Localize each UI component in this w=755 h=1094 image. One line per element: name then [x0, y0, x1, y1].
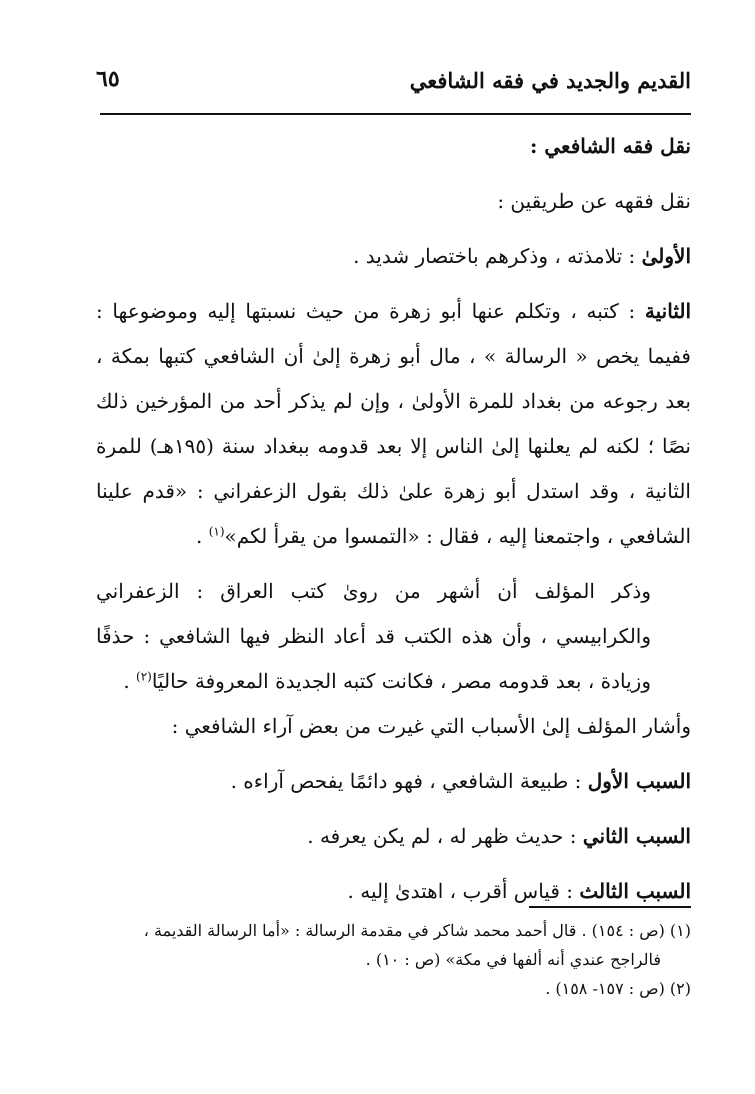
footnote-ref-1: (١)	[208, 524, 225, 539]
first-way	[96, 234, 691, 279]
second-way-text: : كتبه ، وتكلم عنها أبو زهرة من حيث نسبتها إليه وموضوعها : ففيما يخص « الرسالة » ، مال أبو زهرة إلىٰ أن الشافعي كتبها بمكة ، بعد رجوعه من بغداد للمرة الأولىٰ ، وإن لم يذكر أحد من المؤرخين ذلك نصًا ؛ لكنه لم يعلنها إلىٰ الناس إلا بعد قدومه ببغداد سنة (١٩٥هـ) للمرة الثانية ، وقد استدل أبو زهرة علىٰ ذلك بقول الزعفراني : «قدم علينا الشافعي ، واجتمعنا إليه ، فقال : «التمسوا من يقرأ لكم»	[96, 299, 691, 548]
reason-text: : طبيعة الشافعي ، فهو دائمًا يفحص آراءه .	[230, 769, 582, 793]
second-way-label: الثانية	[644, 299, 692, 323]
reasons-intro: وأشار المؤلف إلىٰ الأسباب التي غيرت من بعض آراء الشافعي :	[171, 714, 691, 738]
first-way-text: : تلامذته ، وذكرهم باختصار شديد .	[353, 244, 636, 268]
authors-paragraph: وذكر المؤلف أن أشهر من روىٰ كتب العراق : الزعفراني والكرابيسي ، وأن هذه الكتب قد أعاد النظر فيها الشافعي : حذفًا وزيادة ، بعد قدومه مصر ، فكانت كتبه الجديدة المعروفة حاليًا$^{(٢)}$ .	[96, 579, 651, 693]
section-heading: نقل فقه الشافعي :	[530, 134, 691, 158]
reason-1	[96, 759, 691, 804]
first-way-label: الأولىٰ	[641, 244, 691, 268]
footnote-ref-2: (٢)	[136, 669, 152, 684]
footnote-rule	[529, 906, 691, 908]
main-text	[96, 124, 691, 914]
footnote-2: (٢) (ص : ١٥٧- ١٥٨) .	[545, 979, 691, 998]
page-number: ٦٥	[96, 66, 120, 92]
reason-label: السبب الثاني	[582, 824, 691, 848]
footnotes	[96, 916, 691, 1003]
footnote-1: (١) (ص : ١٥٤) . قال أحمد محمد شاكر في مقدمة الرسالة : «أما الرسالة القديمة ،	[143, 921, 691, 940]
reason-text: : قياس أقرب ، اهتدىٰ إليه .	[347, 879, 573, 903]
second-way: الثانية : كتبه ، وتكلم عنها أبو زهرة من حيث نسبتها إليه وموضوعها : ففيما يخص « الرسالة » ، مال أبو زهرة إلىٰ أن الشافعي كتبها بمكة ، بعد رجوعه من بغداد للمرة الأولىٰ ، وإن لم يذكر أحد من المؤرخين ذلك نصًا ؛ لكنه لم يعلنها إلىٰ الناس إلا بعد قدومه ببغداد سنة (١٩٥هـ) للمرة الثانية ، وقد استدل أبو زهرة علىٰ ذلك بقول الزعفراني : «قدم علينا الشافعي ، واجتمعنا إليه ، فقال : «التمسوا من يقرأ لكم»$^{(١)}$ .	[96, 299, 692, 548]
reason-2	[96, 814, 691, 859]
running-title: القديم والجديد في فقه الشافعي	[409, 68, 691, 93]
reason-text: : حديث ظهر له ، لم يكن يعرفه .	[307, 824, 577, 848]
reason-label: السبب الأول	[587, 769, 691, 793]
header-rule	[100, 113, 691, 115]
intro-line: نقل فقهه عن طريقين :	[497, 189, 691, 213]
footnote-1-continued: فالراجح عندي أنه ألفها في مكة» (ص : ١٠) .	[365, 950, 661, 969]
page-header	[96, 64, 691, 104]
reason-label: السبب الثالث	[579, 879, 691, 903]
